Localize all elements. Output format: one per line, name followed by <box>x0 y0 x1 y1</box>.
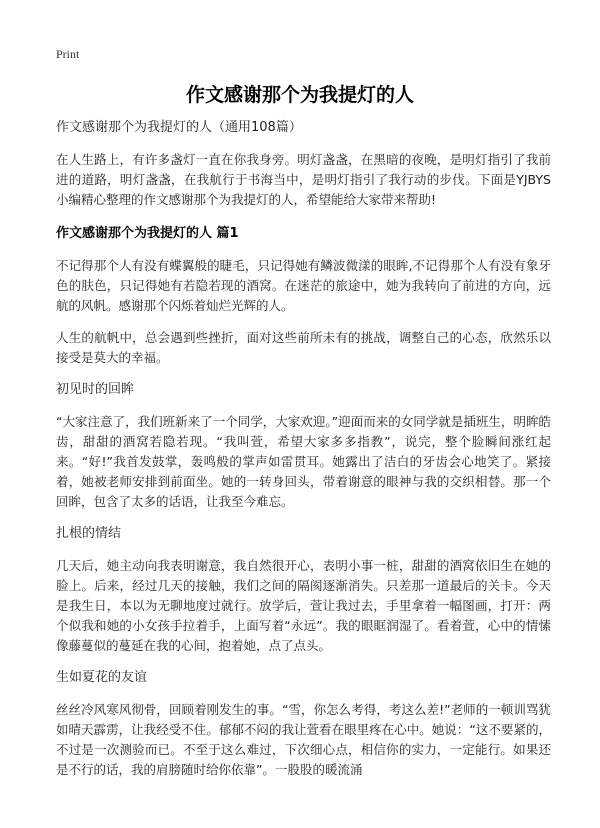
section-heading: 扎根的情结 <box>56 526 122 541</box>
document-title: 作文感谢那个为我提灯的人 <box>185 84 414 106</box>
article-heading: 作文感谢那个为我提灯的人 篇1 <box>56 226 239 241</box>
paragraph: 丝丝冷风寒风彻骨，回顾着刚发生的事。“雪，你怎么考得，考这么差!”老师的一顿训骂犹如晴天霹雳，让我经受不住。郁郁不闷的我让萱看在眼里疼在心中。她说：“这不要紧的，不过是一次测验而已。不至于这么难过，下次细心点，相信你的实力，一定能行。如果还是不行的话，我的肩膀随时给你依靠”。一股股的暖流涌 <box>56 702 551 777</box>
paragraph: 几天后，她主动向我表明谢意，我自然很开心，表明小事一桩，甜甜的酒窝依旧生在她的脸上。后来，经过几天的接触，我们之间的隔阂逐渐消失。只差那一道最后的关卡。今天是我生日，本以为无聊地度过就行。放学后，萱让我过去，手里拿着一幅图画，打开：两个似我和她的小女孩手拉着手，上面写着“永远”。我的眼眶润湿了。看着萱，心中的情愫像藤蔓似的蔓延在我的心间，抱着她，点了点头。 <box>56 558 551 653</box>
document-subtitle: 作文感谢那个为我提灯的人（通用108篇） <box>56 120 302 135</box>
document-body <box>56 118 551 792</box>
section-heading: 初见时的回眸 <box>56 382 135 397</box>
print-link[interactable]: Print <box>56 47 80 61</box>
paragraph: 人生的航帆中，总会遇到些挫折，面对这些前所未有的挑战，调整自己的心态，欣然乐以接受是莫大的幸福。 <box>56 330 551 365</box>
section-heading: 生如夏花的友谊 <box>56 670 148 685</box>
intro-paragraph: 在人生路上，有许多盏灯一直在你我身旁。明灯盏盏，在黑暗的夜晚，是明灯指引了我前进的道路，明灯盏盏，在我航行于书海当中，是明灯指引了我行动的步伐。下面是YJBYS小编精心整理的作文感谢那个为我提灯的人，希望能给大家带来帮助! <box>56 152 551 207</box>
paragraph: “大家注意了，我们班新来了一个同学，大家欢迎。”迎面而来的女同学就是插班生，明眸皓齿，甜甜的酒窝若隐若现。“我叫萱，希望大家多多指教”，说完，整个脸瞬间涨红起来。“好!”我首发鼓掌，轰鸣般的掌声如雷贯耳。她露出了洁白的牙齿会心地笑了。紧接着，她被老师安排到前面坐。她的一转身回头，带着谢意的眼神与我的交织相替。那一个回眸，包含了太多的话语，让我至今难忘。 <box>56 414 551 509</box>
paragraph: 不记得那个人有没有蝶翼般的睫毛，只记得她有鳞波微漾的眼眸,不记得那个人有没有象牙色的肤色，只记得她有若隐若现的酒窝。在迷茫的旅途中，她为我转向了前进的方向，远航的风帆。感谢那个闪烁着灿烂光辉的人。 <box>56 258 551 313</box>
